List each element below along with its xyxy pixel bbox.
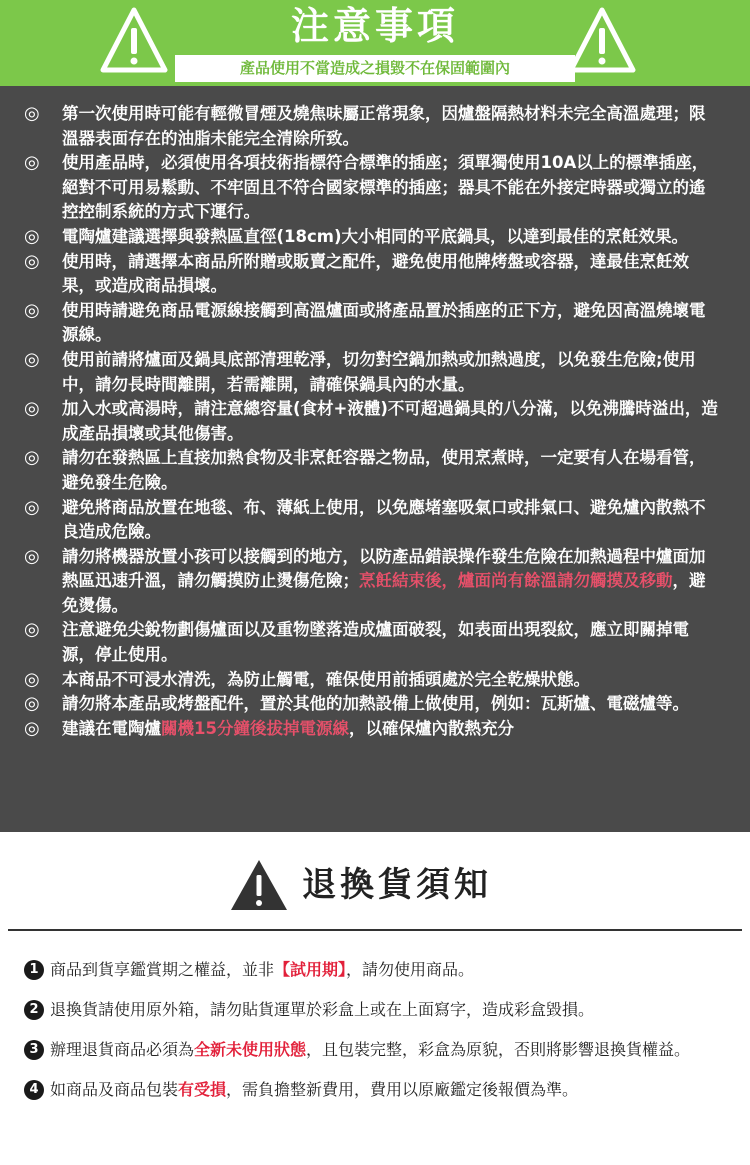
bullet-icon: ◎ xyxy=(24,348,40,370)
note-text xyxy=(62,250,720,299)
return-policy-item xyxy=(24,950,740,990)
note-text xyxy=(62,668,720,693)
highlight-text: 全新未使用狀態 xyxy=(194,1040,307,1059)
note-item xyxy=(24,668,720,693)
bullet-icon: ◎ xyxy=(24,496,40,518)
text-segment: 加入水或高湯時，請注意總容量(食材+液體)不可超過鍋具的八分滿，以免沸騰時溢出，造成產品損壞或其他傷害。 xyxy=(62,399,718,443)
text-segment: ，以確保爐內散熱充分 xyxy=(348,718,514,738)
text-segment: 使用時，請選擇本商品所附贈或販賣之配件，避免使用他牌烤盤或容器，達最佳烹飪效果，或造成商品損壞。 xyxy=(62,251,689,296)
note-text xyxy=(62,299,720,348)
note-text xyxy=(62,151,720,225)
bullet-icon: ◎ xyxy=(24,152,40,174)
text-segment: ，且包裝完整，彩盒為原貌，否則將影響退換貨權益。 xyxy=(306,1040,691,1059)
warranty-disclaimer xyxy=(175,55,575,82)
text-segment: ，請勿使用商品。 xyxy=(346,960,475,979)
text-segment: 使用時請避免商品電源線接觸到高溫爐面或將產品置於插座的正下方，避免因高溫燒壞電源線。 xyxy=(62,300,706,345)
return-policy-item xyxy=(24,1030,740,1070)
return-policy-text xyxy=(50,990,740,1030)
number-badge: 1 xyxy=(24,960,44,980)
bullet-icon: ◎ xyxy=(24,103,40,124)
note-item xyxy=(24,225,720,250)
note-text xyxy=(62,102,720,151)
highlight-text: 關機15分鐘後拔掉電源線 xyxy=(161,718,349,738)
text-segment: 注意避免尖銳物劃傷爐面以及重物墜落造成爐面破裂，如表面出現裂紋，應立即關掉電源，停止使用。 xyxy=(62,620,689,665)
page-title: 注意事項 xyxy=(290,4,459,48)
bullet-icon: ◎ xyxy=(24,717,40,739)
text-segment: ，需負擔整新費用，費用以原廠鑑定後報價為準。 xyxy=(226,1080,579,1099)
note-item xyxy=(24,717,720,742)
notice-header xyxy=(0,0,750,86)
note-text xyxy=(62,446,720,495)
note-text xyxy=(62,618,720,667)
note-text xyxy=(62,348,720,397)
text-segment: 第一次使用時可能有輕微冒煙及燒焦味屬正常現象，因爐盤隔熱材料未完全高溫處理；限溫器表面存在的油脂未能完全清除所致。 xyxy=(62,104,706,148)
bullet-icon: ◎ xyxy=(24,299,40,321)
text-segment: 建議在電陶爐 xyxy=(62,718,161,738)
highlight-text: 烹飪結束後，爐面尚有餘溫請勿觸摸及移動 xyxy=(359,571,673,591)
text-segment: 辦理退貨商品必須為 xyxy=(50,1040,195,1059)
return-policy-header xyxy=(0,858,750,914)
text-segment: 使用前請將爐面及鍋具底部清理乾淨，切勿對空鍋加熱或加熱過度，以免發生危險;使用中，請勿長時間離開，若需離開，請確保鍋具內的水量。 xyxy=(62,349,696,394)
note-item xyxy=(24,250,720,299)
number-badge: 3 xyxy=(24,1040,44,1060)
note-item xyxy=(24,496,720,545)
text-segment: ，避免燙傷。 xyxy=(62,571,706,615)
bullet-icon: ◎ xyxy=(24,545,40,567)
note-item xyxy=(24,151,720,225)
number-badge: 4 xyxy=(24,1080,44,1100)
bullet-icon: ◎ xyxy=(24,693,40,715)
warning-icon xyxy=(229,858,289,912)
note-item xyxy=(24,397,720,446)
bullet-icon: ◎ xyxy=(24,668,40,690)
divider xyxy=(8,929,742,931)
precautions-list xyxy=(0,86,750,832)
return-policy-text xyxy=(50,1070,740,1110)
text-segment: 請勿在發熱區上直接加熱食物及非烹飪容器之物品，使用烹煮時，一定要有人在場看管，避免發生危險。 xyxy=(62,448,706,492)
highlight-text: 【試用期】 xyxy=(274,960,347,979)
note-item xyxy=(24,299,720,348)
bullet-icon: ◎ xyxy=(24,225,40,247)
return-policy-title: 退換貨須知 xyxy=(302,865,492,905)
note-item xyxy=(24,446,720,495)
note-text xyxy=(62,496,720,545)
bullet-icon: ◎ xyxy=(24,447,40,469)
note-item xyxy=(24,692,720,717)
highlight-text: 有受損 xyxy=(178,1080,227,1099)
return-policy-text xyxy=(50,950,740,990)
number-badge: 2 xyxy=(24,1000,44,1020)
note-text xyxy=(62,397,720,446)
text-segment: 電陶爐建議選擇與發熱區直徑(18cm)大小相同的平底鍋具，以達到最佳的烹飪效果。 xyxy=(62,226,689,246)
note-item xyxy=(24,102,720,151)
text-segment: 退換貨請使用原外箱，請勿貼貨運單於彩盒上或在上面寫字，造成彩盒毀損。 xyxy=(50,1000,595,1019)
text-segment: 如商品及商品包裝 xyxy=(50,1080,179,1099)
warning-icon xyxy=(568,6,636,76)
text-segment: 商品到貨享鑑賞期之權益，並非 xyxy=(50,960,275,979)
subtitle-text: 產品使用不當造成之損毀不在保固範圍內 xyxy=(239,59,510,77)
note-text xyxy=(62,692,720,717)
return-policy-section xyxy=(0,832,750,1165)
text-segment: 避免將商品放置在地毯、布、薄紙上使用，以免應堵塞吸氣口或排氣口、避免爐內散熱不良造成危險。 xyxy=(62,497,706,542)
return-policy-list xyxy=(24,950,740,1110)
note-text xyxy=(62,717,720,742)
return-policy-item xyxy=(24,1070,740,1110)
note-text xyxy=(62,225,720,250)
return-policy-text xyxy=(50,1030,740,1070)
bullet-icon: ◎ xyxy=(24,619,40,641)
note-text xyxy=(62,545,720,619)
text-segment: 本商品不可浸水清洗，為防止觸電，確保使用前插頭處於完全乾燥狀態。 xyxy=(62,669,590,689)
bullet-icon: ◎ xyxy=(24,398,40,420)
note-item xyxy=(24,618,720,667)
bullet-icon: ◎ xyxy=(24,250,40,272)
text-segment: 請勿將本產品或烤盤配件，置於其他的加熱設備上做使用，例如：瓦斯爐、電磁爐等。 xyxy=(62,694,689,714)
note-item xyxy=(24,348,720,397)
return-policy-item xyxy=(24,990,740,1030)
note-item xyxy=(24,545,720,619)
text-segment: 使用產品時，必須使用各項技術指標符合標準的插座；須單獨使用10A以上的標準插座，絕對不可用易鬆動、不牢固且不符合國家標準的插座；器具不能在外接定時器或獨立的遙控控制系統的方式下運行。 xyxy=(62,153,709,222)
text-segment: 請勿將機器放置小孩可以接觸到的地方，以防產品錯誤操作發生危險在加熱過程中爐面加熱區迅速升溫，請勿觸摸防止燙傷危險； xyxy=(62,546,706,591)
